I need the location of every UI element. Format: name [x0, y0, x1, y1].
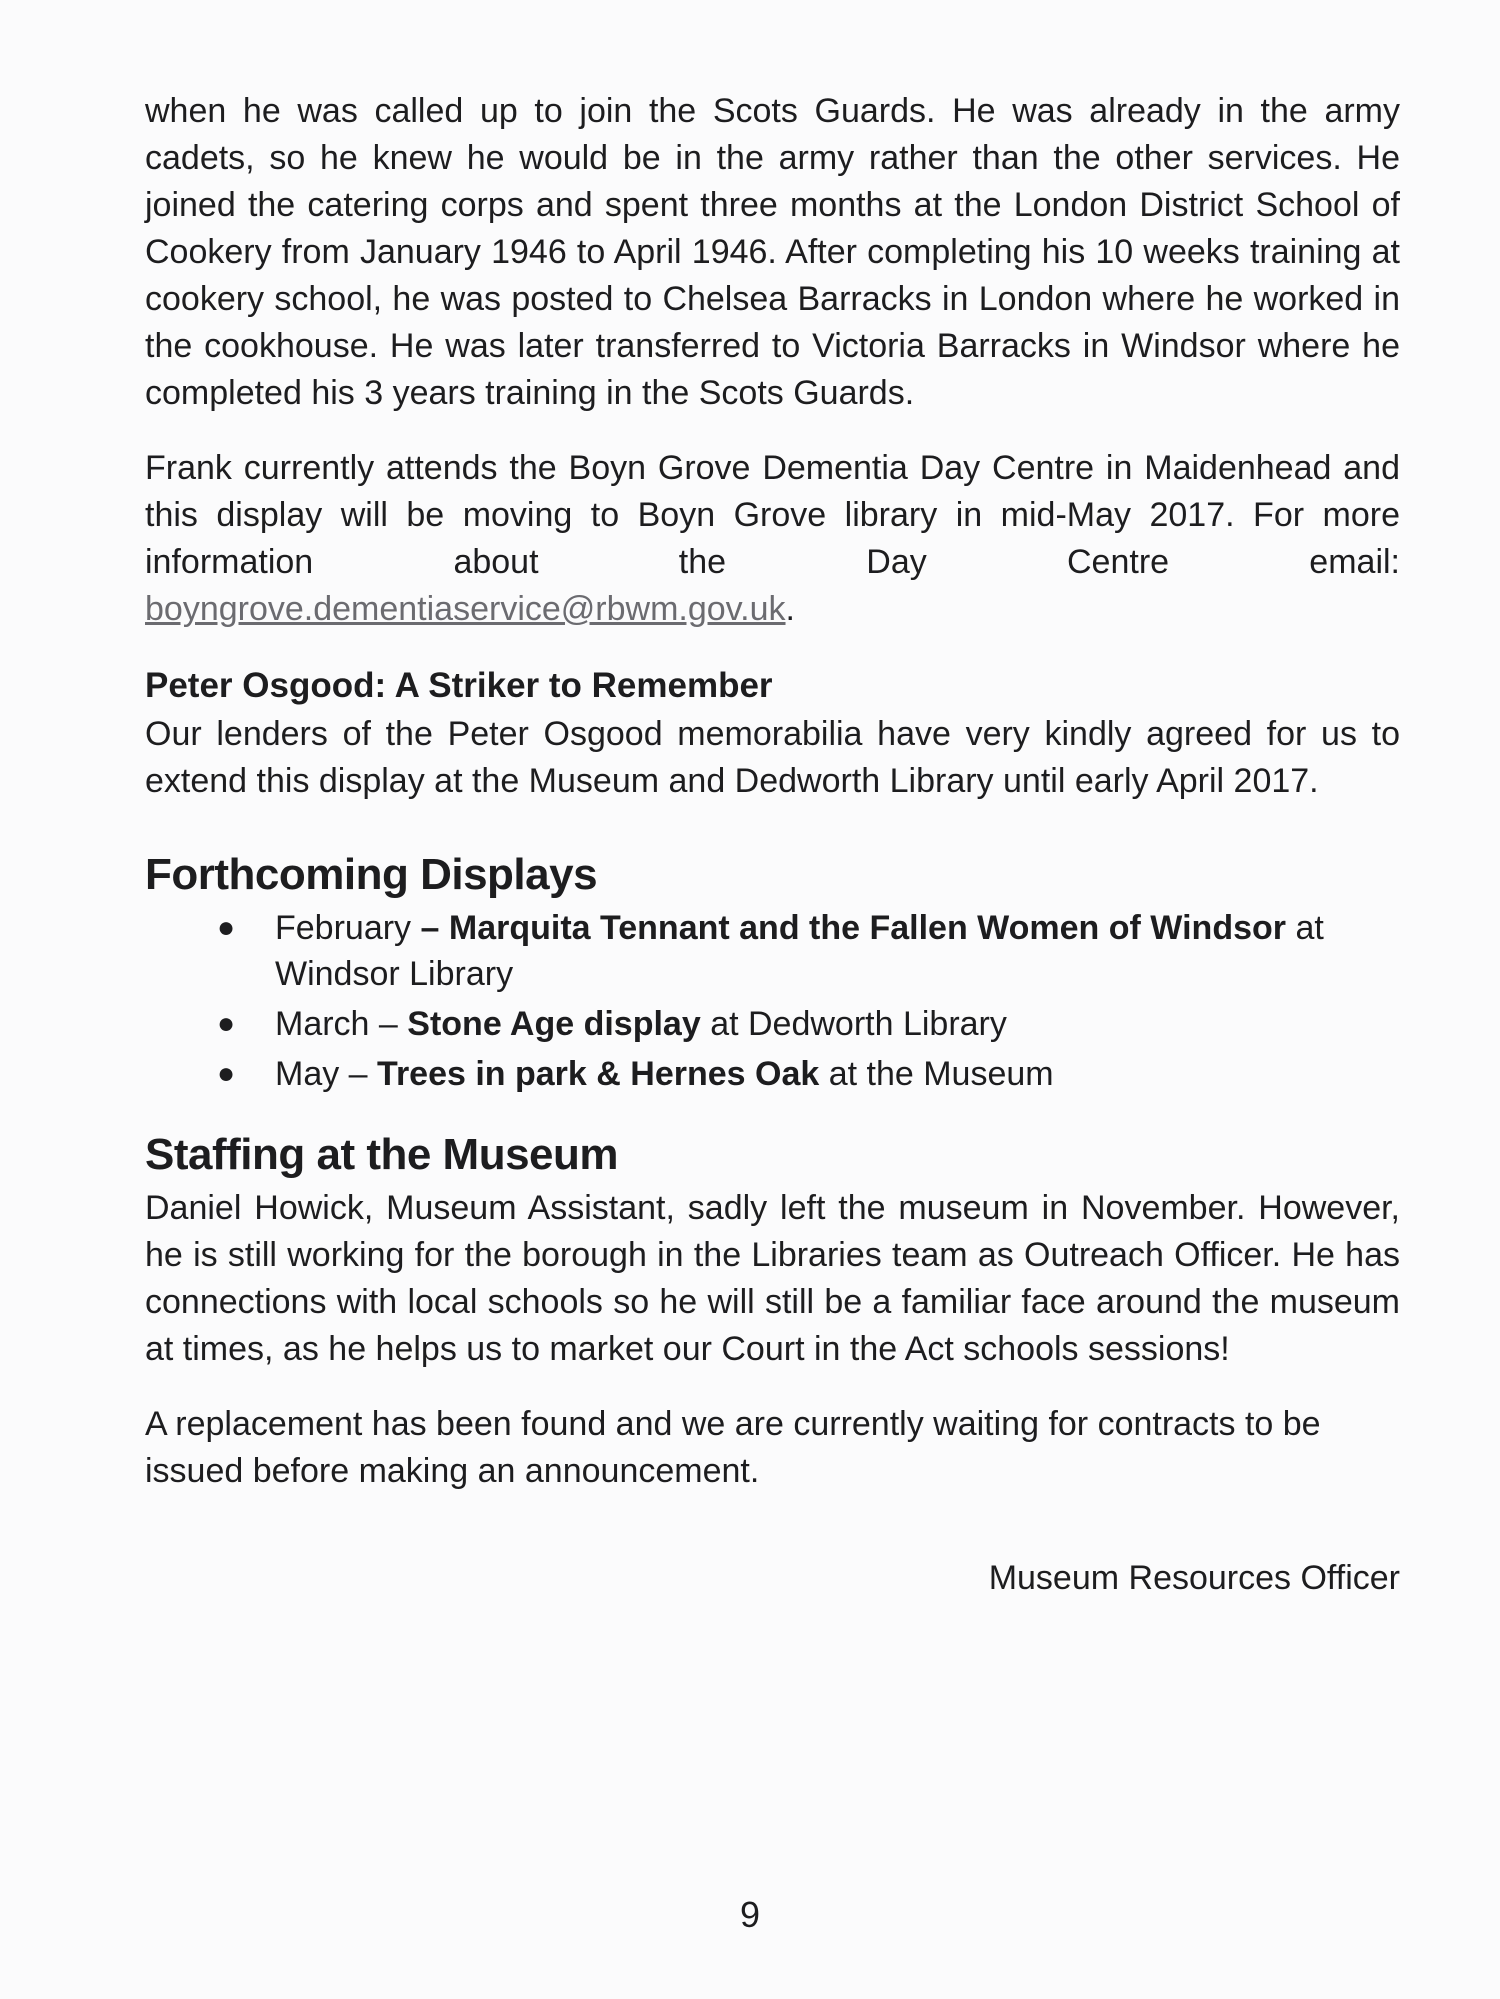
display-separator: – [369, 1005, 408, 1043]
display-title: Marquita Tennant and the Fallen Women of Windsor [448, 909, 1286, 947]
bullet-icon: ● [217, 1057, 236, 1090]
page-content [145, 88, 1400, 1601]
display-separator: – [339, 1055, 378, 1093]
display-title: Trees in park & Hernes Oak [377, 1055, 820, 1093]
staffing-paragraph-2: A replacement has been found and we are currently waiting for contracts to be issued before making an announcement. [145, 1405, 1321, 1490]
display-item-february [145, 905, 1400, 997]
frank-paragraph-text: Frank currently attends the Boyn Grove Dementia Day Centre in Maidenhead and this display will be moving to Boyn Grove library in mid-May 2017. For more information about the Day Centre email: [145, 449, 1400, 581]
staffing-heading: Staffing at the Museum [145, 1130, 619, 1179]
frank-paragraph-trailing: . [785, 590, 795, 628]
display-location: at the Museum [819, 1055, 1054, 1093]
display-month: May [275, 1055, 340, 1093]
osgood-paragraph: Our lenders of the Peter Osgood memorabilia have very kindly agreed for us to extend this display at the Museum and Dedworth Library until early April 2017. [145, 715, 1400, 800]
display-separator: – [411, 909, 449, 947]
display-item-march [145, 1001, 1400, 1047]
page-number: 9 [739, 1894, 761, 1935]
display-location: at Windsor Library [275, 909, 1324, 993]
display-location: at Dedworth Library [700, 1005, 1007, 1043]
display-item-may [145, 1051, 1400, 1097]
intro-paragraph: when he was called up to join the Scots Guards. He was already in the army cadets, so he knew he would be in the army rather than the other services. He joined the catering corps and spent three months at the London District School of Cookery from January 1946 to April 1946. After completing his 10 weeks training at cookery school, he was posted to Chelsea Barracks in London where he worked in the cookhouse. He was later transferred to Victoria Barracks in Windsor where he completed his 3 years training in the Scots Guards. [145, 92, 1400, 412]
osgood-heading: Peter Osgood: A Striker to Remember [145, 666, 773, 705]
frank-paragraph [145, 445, 1400, 633]
staffing-paragraph-1: Daniel Howick, Museum Assistant, sadly left the museum in November. However, he is still working for the borough in the Libraries team as Outreach Officer. He has connections with local schools so he will still be a familiar face around the museum at times, as he helps us to market our Court in the Act schools sessions! [145, 1189, 1400, 1368]
display-month: February [275, 909, 412, 947]
signature: Museum Resources Officer [988, 1559, 1400, 1597]
day-centre-email-link[interactable]: boyngrove.dementiaservice@rbwm.gov.uk [145, 590, 786, 628]
forthcoming-displays-heading: Forthcoming Displays [145, 850, 598, 899]
display-month: March [275, 1005, 370, 1043]
forthcoming-displays-list [145, 905, 1400, 1097]
display-title: Stone Age display [407, 1005, 701, 1043]
bullet-icon: ● [217, 1007, 236, 1040]
bullet-icon: ● [217, 911, 236, 944]
